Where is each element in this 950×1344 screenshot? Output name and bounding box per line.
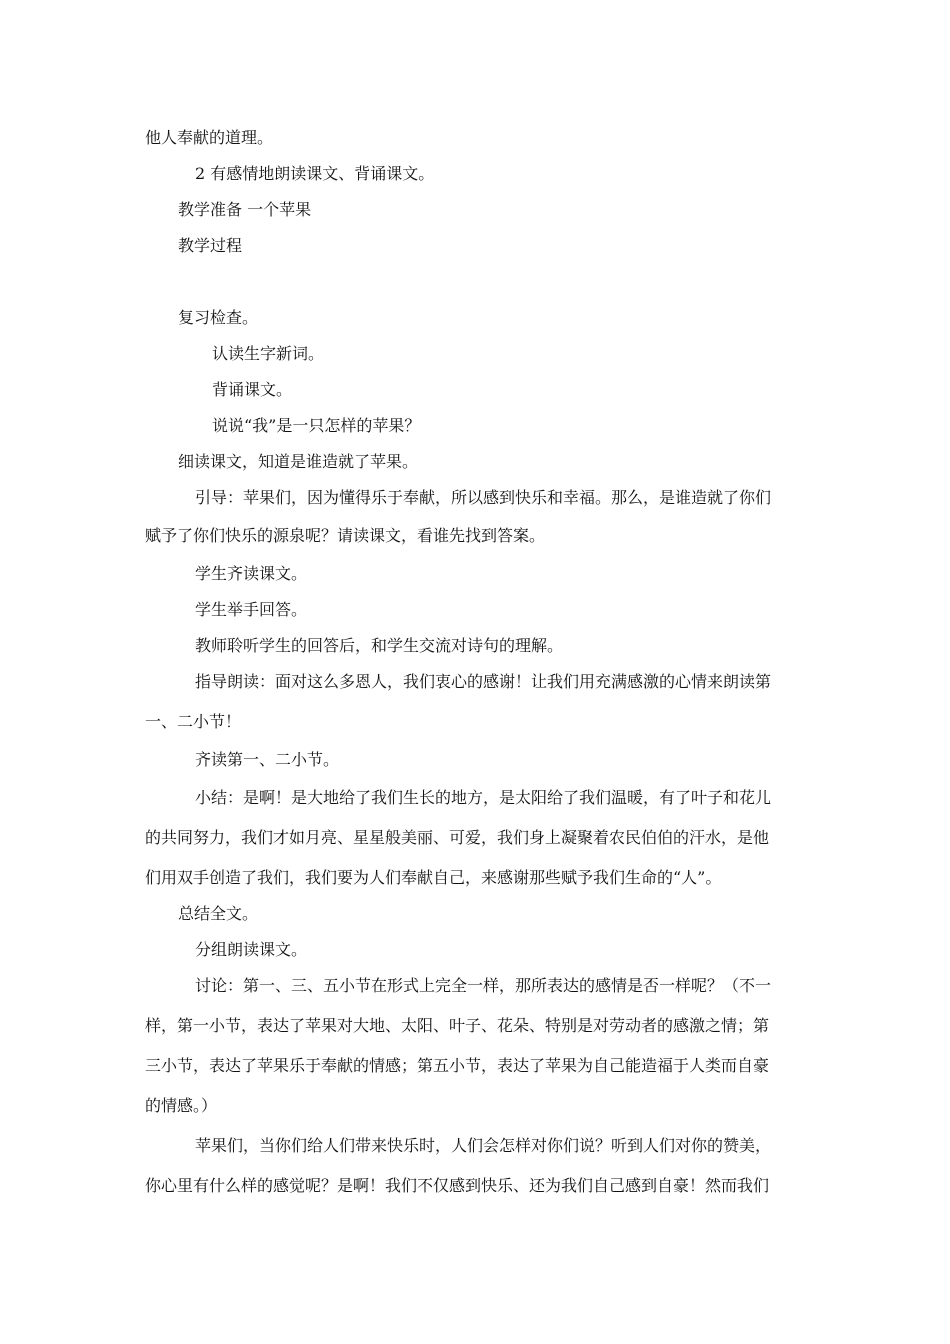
paragraph-line: 指导朗读：面对这么多恩人，我们衷心的感谢！让我们用充满感激的心情来朗读第	[195, 672, 772, 691]
sub-step: 教师聆听学生的回答后，和学生交流对诗句的理解。	[195, 636, 564, 655]
sub-step: 齐读第一、二小节。	[195, 750, 340, 769]
paragraph-line: 苹果们，当你们给人们带来快乐时，人们会怎样对你们说？听到人们对你的赞美，	[195, 1136, 772, 1155]
paragraph-line: 样，第一小节，表达了苹果对大地、太阳、叶子、花朵、特别是对劳动者的感激之情；第	[145, 1016, 770, 1035]
paragraph-line: 的共同努力，我们才如月亮、星星般美丽、可爱，我们身上凝聚着农民伯伯的汗水，是他	[145, 828, 770, 847]
text-line: 他人奉献的道理。	[145, 128, 274, 147]
step-heading-summary: 总结全文。	[178, 904, 259, 923]
paragraph-line: 三小节，表达了苹果乐于奉献的情感；第五小节，表达了苹果为自己能造福于人类而自豪	[145, 1056, 770, 1075]
paragraph-line: 你心里有什么样的感觉呢？是啊！我们不仅感到快乐、还为我们自己感到自豪！然而我们	[145, 1176, 770, 1195]
paragraph-line: 的情感。）	[145, 1096, 218, 1115]
paragraph-line: 引导：苹果们，因为懂得乐于奉献，所以感到快乐和幸福。那么，是谁造就了你们	[195, 488, 772, 507]
sub-step: 分组朗读课文。	[195, 940, 308, 959]
sub-step: 学生举手回答。	[195, 600, 308, 619]
sub-step: 背诵课文。	[212, 380, 293, 399]
section-heading-preparation: 教学准备 一个苹果	[178, 200, 312, 219]
paragraph-line: 一、二小节！	[145, 712, 242, 731]
sub-step: 学生齐读课文。	[195, 564, 308, 583]
section-heading-process: 教学过程	[178, 236, 243, 255]
sub-step: 说说“我”是一只怎样的苹果？	[212, 416, 421, 435]
paragraph-line: 讨论：第一、三、五小节在形式上完全一样，那所表达的感情是否一样呢？（不一	[195, 976, 772, 995]
sub-step: 认读生字新词。	[212, 344, 325, 363]
step-heading-review: 复习检查。	[178, 308, 259, 327]
paragraph-line: 们用双手创造了我们，我们要为人们奉献自己，来感谢那些赋予我们生命的“人”。	[145, 868, 722, 887]
step-heading-close-reading: 细读课文，知道是谁造就了苹果。	[178, 452, 419, 471]
objective-item: 2 有感情地朗读课文、背诵课文。	[195, 164, 435, 183]
paragraph-line: 小结：是啊！是大地给了我们生长的地方，是太阳给了我们温暖，有了叶子和花儿	[195, 788, 772, 807]
paragraph-line: 赋予了你们快乐的源泉呢？请读课文，看谁先找到答案。	[145, 526, 546, 545]
